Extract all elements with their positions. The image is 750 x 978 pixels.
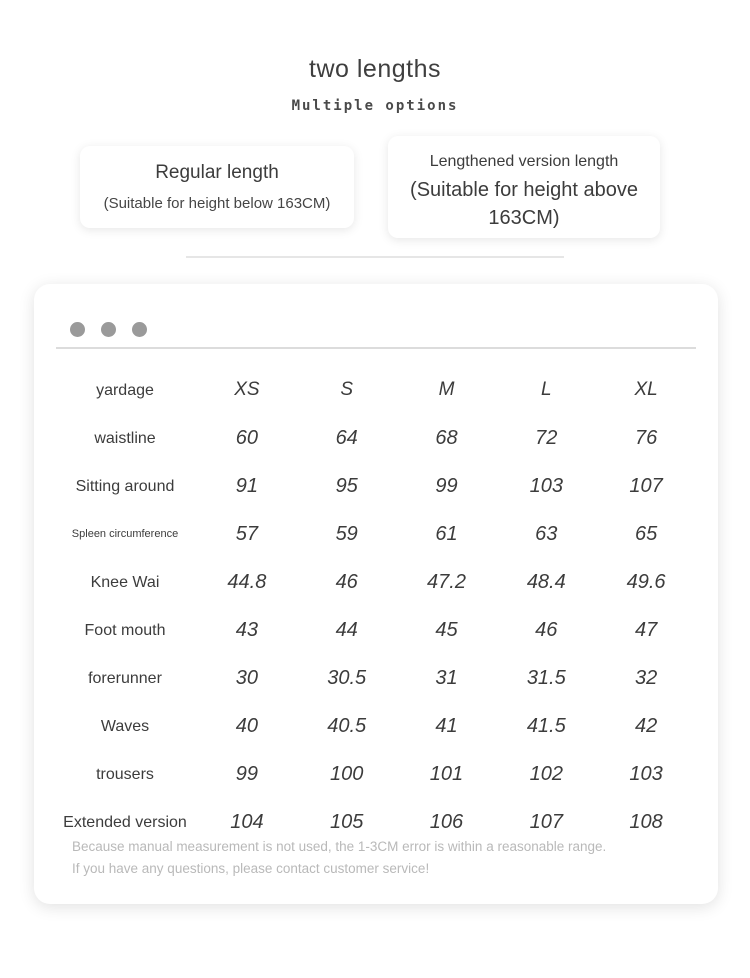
table-cell: 99 bbox=[235, 762, 259, 785]
table-cell: 100 bbox=[330, 762, 364, 785]
table-cell: 105 bbox=[330, 810, 364, 833]
table-cell: 57 bbox=[235, 522, 259, 545]
row-label: Extended version bbox=[63, 813, 187, 831]
length-options bbox=[0, 142, 750, 262]
page-header bbox=[0, 0, 750, 114]
table-cell: 46 bbox=[535, 618, 558, 641]
row-label: trousers bbox=[96, 765, 154, 783]
lengthened-length-title: Lengthened version length bbox=[429, 153, 619, 170]
table-cell: 101 bbox=[429, 762, 464, 785]
page-subtitle: Multiple options bbox=[291, 98, 459, 114]
table-cell: 47.2 bbox=[427, 570, 466, 593]
table-row bbox=[56, 510, 696, 558]
table-cell: XL bbox=[634, 379, 658, 400]
table-row bbox=[56, 654, 696, 702]
table-cell: 47 bbox=[634, 618, 658, 641]
table-cell: 40.5 bbox=[327, 714, 367, 737]
table-row bbox=[56, 414, 696, 462]
note-line-1: Because manual measurement is not used, the 1-3CM error is within a reasonable range. bbox=[72, 839, 607, 854]
table-cell: 103 bbox=[629, 762, 663, 785]
table-cell: 46 bbox=[335, 570, 358, 593]
table-cell: 48.4 bbox=[526, 570, 566, 593]
row-label: forerunner bbox=[88, 669, 162, 687]
table-row bbox=[56, 366, 696, 414]
table-cell: L bbox=[541, 379, 552, 400]
table-cell: 63 bbox=[535, 522, 558, 545]
table-row bbox=[56, 702, 696, 750]
table-cell: 41.5 bbox=[526, 714, 566, 737]
table-cell: 41 bbox=[435, 714, 458, 737]
table-cell: 107 bbox=[629, 474, 663, 497]
table-cell: 31 bbox=[435, 666, 458, 689]
table-cell: 43 bbox=[235, 618, 259, 641]
regular-length-title: Regular length bbox=[155, 162, 279, 183]
dot-2-icon bbox=[101, 322, 116, 337]
table-cell: XS bbox=[234, 379, 260, 400]
size-table-panel bbox=[34, 284, 718, 904]
table-cell: 91 bbox=[235, 474, 259, 497]
measurement-note bbox=[72, 836, 692, 880]
table-row bbox=[56, 558, 696, 606]
table-row bbox=[56, 462, 696, 510]
row-label: Foot mouth bbox=[84, 621, 166, 639]
window-dots bbox=[70, 322, 147, 337]
table-cell: 60 bbox=[235, 426, 259, 449]
length-option-lengthened[interactable] bbox=[388, 136, 660, 238]
table-cell: 61 bbox=[435, 522, 458, 545]
table-cell: 42 bbox=[634, 714, 658, 737]
row-label: Spleen circumference bbox=[71, 527, 179, 540]
row-label: Sitting around bbox=[75, 477, 175, 495]
table-cell: 59 bbox=[335, 522, 358, 545]
table-cell: 64 bbox=[335, 426, 358, 449]
table-cell: 40 bbox=[235, 714, 259, 737]
table-cell: 104 bbox=[230, 810, 264, 833]
table-cell: 65 bbox=[634, 522, 658, 545]
table-cell: 30.5 bbox=[327, 666, 367, 689]
dot-3-icon bbox=[132, 322, 147, 337]
table-cell: 95 bbox=[335, 474, 358, 497]
note-line-2: If you have any questions, please contact customer service! bbox=[72, 861, 430, 876]
length-option-regular[interactable] bbox=[80, 146, 354, 228]
table-cell: 107 bbox=[529, 810, 563, 833]
table-cell: S bbox=[340, 379, 354, 400]
table-cell: 108 bbox=[629, 810, 663, 833]
table-row bbox=[56, 606, 696, 654]
table-cell: 31.5 bbox=[526, 666, 566, 689]
lengthened-length-subtitle: (Suitable for height above 163CM) bbox=[410, 179, 638, 229]
table-cell: 30 bbox=[235, 666, 259, 689]
row-label: waistline bbox=[94, 429, 156, 447]
table-cell: 49.6 bbox=[626, 570, 666, 593]
panel-rule bbox=[56, 347, 696, 349]
size-table bbox=[56, 366, 696, 846]
row-label: Knee Wai bbox=[90, 573, 160, 591]
table-cell: M bbox=[438, 379, 455, 400]
regular-length-subtitle: (Suitable for height below 163CM) bbox=[103, 195, 331, 212]
row-label: Waves bbox=[100, 717, 150, 735]
section-divider bbox=[186, 256, 564, 258]
table-cell: 99 bbox=[435, 474, 458, 497]
table-cell: 45 bbox=[435, 618, 458, 641]
table-row bbox=[56, 750, 696, 798]
page-title: two lengths bbox=[309, 55, 441, 83]
table-cell: 76 bbox=[634, 426, 658, 449]
table-cell: 106 bbox=[429, 810, 464, 833]
table-cell: 44 bbox=[335, 618, 358, 641]
table-cell: 72 bbox=[535, 426, 558, 449]
dot-1-icon bbox=[70, 322, 85, 337]
table-cell: 44.8 bbox=[227, 570, 267, 593]
table-cell: 102 bbox=[529, 762, 563, 785]
table-cell: 32 bbox=[634, 666, 658, 689]
row-label: yardage bbox=[96, 381, 154, 399]
table-cell: 103 bbox=[529, 474, 563, 497]
table-cell: 68 bbox=[435, 426, 458, 449]
